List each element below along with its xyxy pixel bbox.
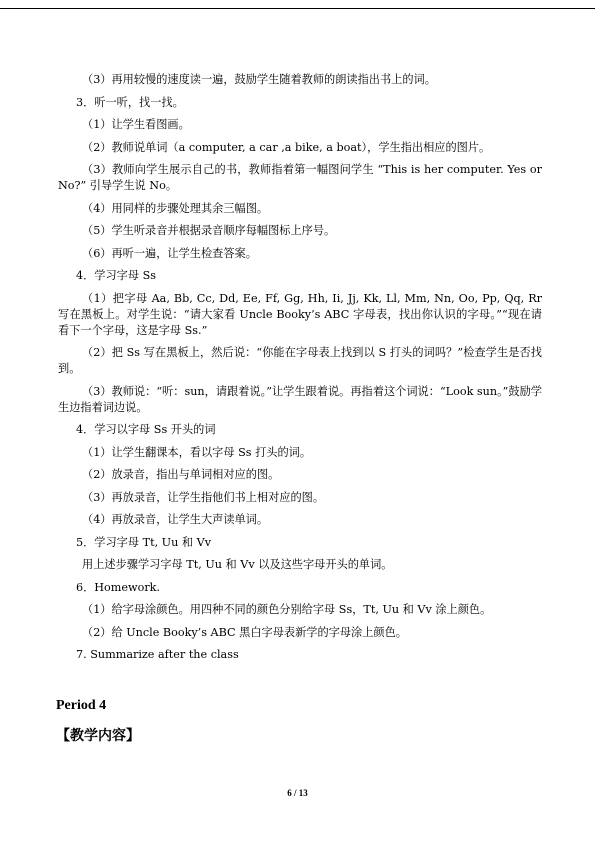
header-rule — [0, 8, 595, 9]
paragraph: （4）再放录音，让学生大声读单词。 — [82, 513, 269, 526]
step-heading: 4．学习以字母 Ss 开头的词 — [76, 423, 216, 436]
paragraph: （6）再听一遍，让学生检查答案。 — [82, 246, 257, 260]
paragraph: （2）给 Uncle Booky’s ABC 黑白字母表新学的字母涂上颜色。 — [82, 625, 407, 639]
section-heading: 【教学内容】 — [56, 728, 140, 744]
document-body — [58, 72, 542, 745]
step-heading: 4．学习字母 Ss — [76, 269, 157, 282]
period-title: Period 4 — [56, 698, 107, 713]
paragraph: 用上述步骤学习字母 Tt, Uu 和 Vv 以及这些字母开头的单词。 — [82, 558, 393, 571]
step-heading: 3．听一听，找一找。 — [76, 95, 184, 109]
paragraph: （3）再用较慢的速度读一遍，鼓励学生随着教师的朗读指出书上的词。 — [82, 73, 436, 86]
paragraph: （4）用同样的步骤处理其余三幅图。 — [82, 201, 269, 215]
step-heading: 5．学习字母 Tt, Uu 和 Vv — [76, 535, 212, 549]
step-heading: 6．Homework. — [76, 580, 161, 594]
page-number: 6 / 13 — [287, 788, 308, 798]
paragraph: （1）让学生翻课本，看以字母 Ss 打头的词。 — [82, 445, 312, 459]
paragraph: （1）把字母 Aa, Bb, Cc, Dd, Ee, Ff, Gg, Hh, Ii, Jj, Kk, Ll, Mm, Nn, Oo, Pp, Qq, Rr 写在黑板上。对学生说：“请大家看 Uncle Booky’s ABC 字母表，找出你认识的字母。”“现在请看下一个字母，这是字母 Ss.” — [58, 291, 542, 337]
paragraph: （3）再放录音，让学生指他们书上相对应的图。 — [82, 490, 325, 504]
paragraph: （3）教师向学生展示自己的书，教师指着第一幅图问学生 “This is her computer. Yes or No?” 引导学生说 No。 — [58, 163, 542, 192]
paragraph: （2）放录音，指出与单词相对应的图。 — [82, 468, 280, 481]
paragraph: （2）把 Ss 写在黑板上，然后说：“你能在字母表上找到以 S 打头的词吗？”检查学生是否找到。 — [58, 346, 542, 375]
paragraph: （1）给字母涂颜色。用四种不同的颜色分别给字母 Ss，Tt, Uu 和 Vv 涂上颜色。 — [82, 603, 492, 616]
step-heading: 7. Summarize after the class — [76, 648, 239, 661]
paragraph: （3）教师说：“听：sun，请跟着说。”让学生跟着说。再指着这个词说：“Look sun。”鼓励学生边指着词边说。 — [58, 384, 542, 414]
paragraph: （2）教师说单词（a computer, a car ,a bike, a boat），学生指出相应的图片。 — [82, 140, 491, 154]
paragraph: （5）学生听录音并根据录音顺序每幅图标上序号。 — [82, 224, 336, 237]
paragraph: （1）让学生看图画。 — [82, 118, 190, 131]
